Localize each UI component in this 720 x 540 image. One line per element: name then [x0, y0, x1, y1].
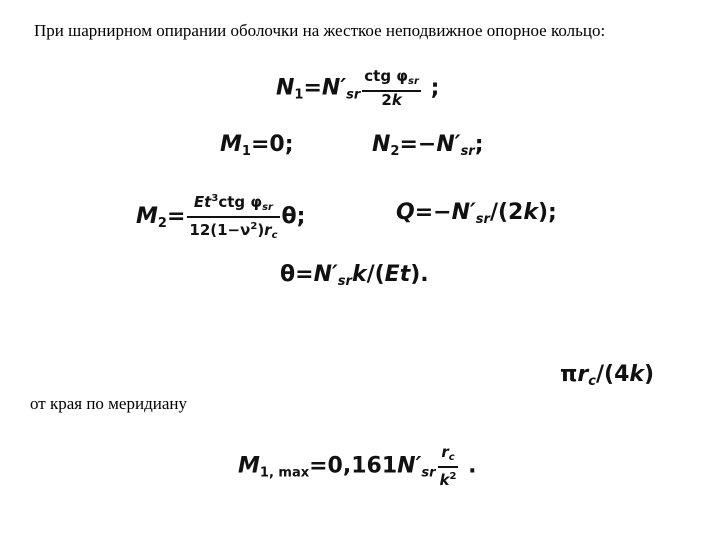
formula-theta: $\theta=N'_{sr}k/(Et)$. [280, 262, 429, 289]
formula-n2: $N_2=-N'_{sr}$; [372, 132, 484, 159]
intro-text: При шарнирном опирании оболочки на жесткое неподвижное опорное кольцо: [34, 21, 606, 40]
formula-distance: $\pi r_c/(4k)$ [560, 362, 655, 389]
formula-m1max: $M_{1, max}=0,161N'_{sr}$ $\frac{r_c}{k^2}$ . [238, 443, 477, 489]
formula-n1: $N_1=N'_{sr}$ $\frac{ctg \varphi_{sr}}{2k}$ ; [276, 67, 440, 109]
caption-text: от края по меридиану [30, 394, 187, 413]
formula-m2: $M_2=$ $\frac{Et^3ctg \varphi_{sr}}{12(1-\nu^2)r_c}$ θ; [136, 190, 305, 244]
formula-m1: $M_1=0$; [220, 132, 294, 159]
formula-q: $Q=-N'_{sr}/(2k)$; [396, 200, 557, 227]
